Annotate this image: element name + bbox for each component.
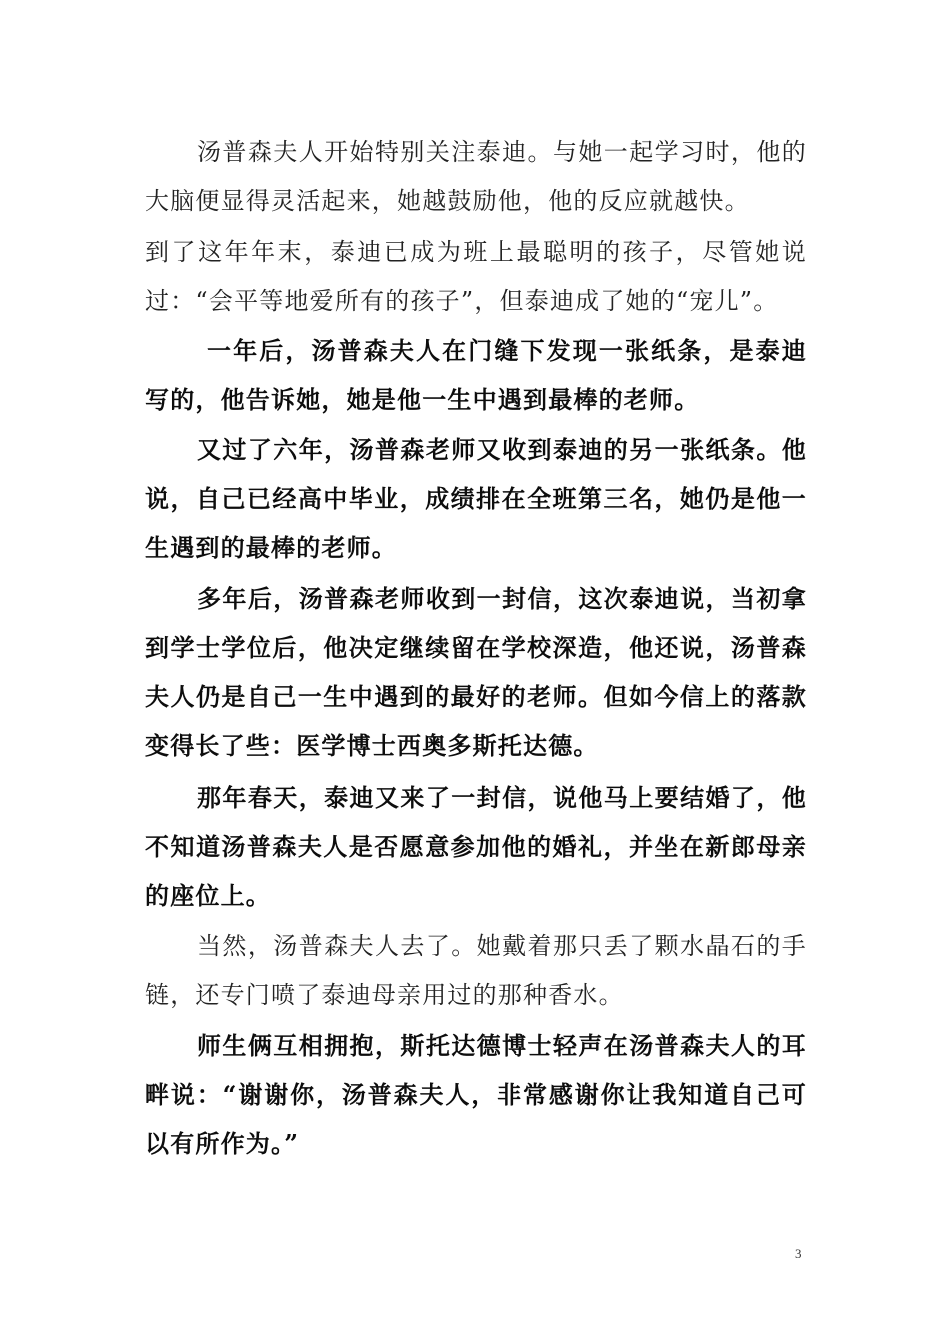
paragraph-4: 又过了六年，汤普森老师又收到泰迪的另一张纸条。他说，自己已经高中毕业，成绩排在全班第三名，她仍是他一生遇到的最棒的老师。 bbox=[145, 435, 807, 562]
paragraph-7: 当然，汤普森夫人去了。她戴着那只丢了颗水晶石的手链，还专门喷了泰迪母亲用过的那种香水。 bbox=[145, 932, 807, 1009]
paragraph-1: 汤普森夫人开始特别关注泰迪。与她一起学习时，他的大脑便显得灵活起来，她越鼓励他，他的反应就越快。 bbox=[145, 138, 807, 215]
paragraph-3: 一年后，汤普森夫人在门缝下发现一张纸条，是泰迪写的，他告诉她，她是他一生中遇到最棒的老师。 bbox=[145, 336, 807, 414]
page-number: 3 bbox=[795, 1246, 802, 1261]
paragraph-2: 到了这年年末，泰迪已成为班上最聪明的孩子，尽管她说过：“会平等地爱所有的孩子”，但泰迪成了她的“宠儿”。 bbox=[145, 238, 807, 315]
paragraph-8: 师生俩互相拥抱，斯托达德博士轻声在汤普森夫人的耳畔说：“谢谢你，汤普森夫人，非常感谢你让我知道自己可以有所作为。” bbox=[145, 1031, 807, 1158]
paragraph-5: 多年后，汤普森老师收到一封信，这次泰迪说，当初拿到学士学位后，他决定继续留在学校深造，他还说，汤普森夫人仍是自己一生中遇到的最好的老师。但如今信上的落款变得长了些：医学博士西奥多斯托达德。 bbox=[145, 584, 807, 760]
paragraph-6: 那年春天，泰迪又来了一封信，说他马上要结婚了，他不知道汤普森夫人是否愿意参加他的婚礼，并坐在新郎母亲的座位上。 bbox=[145, 783, 807, 910]
